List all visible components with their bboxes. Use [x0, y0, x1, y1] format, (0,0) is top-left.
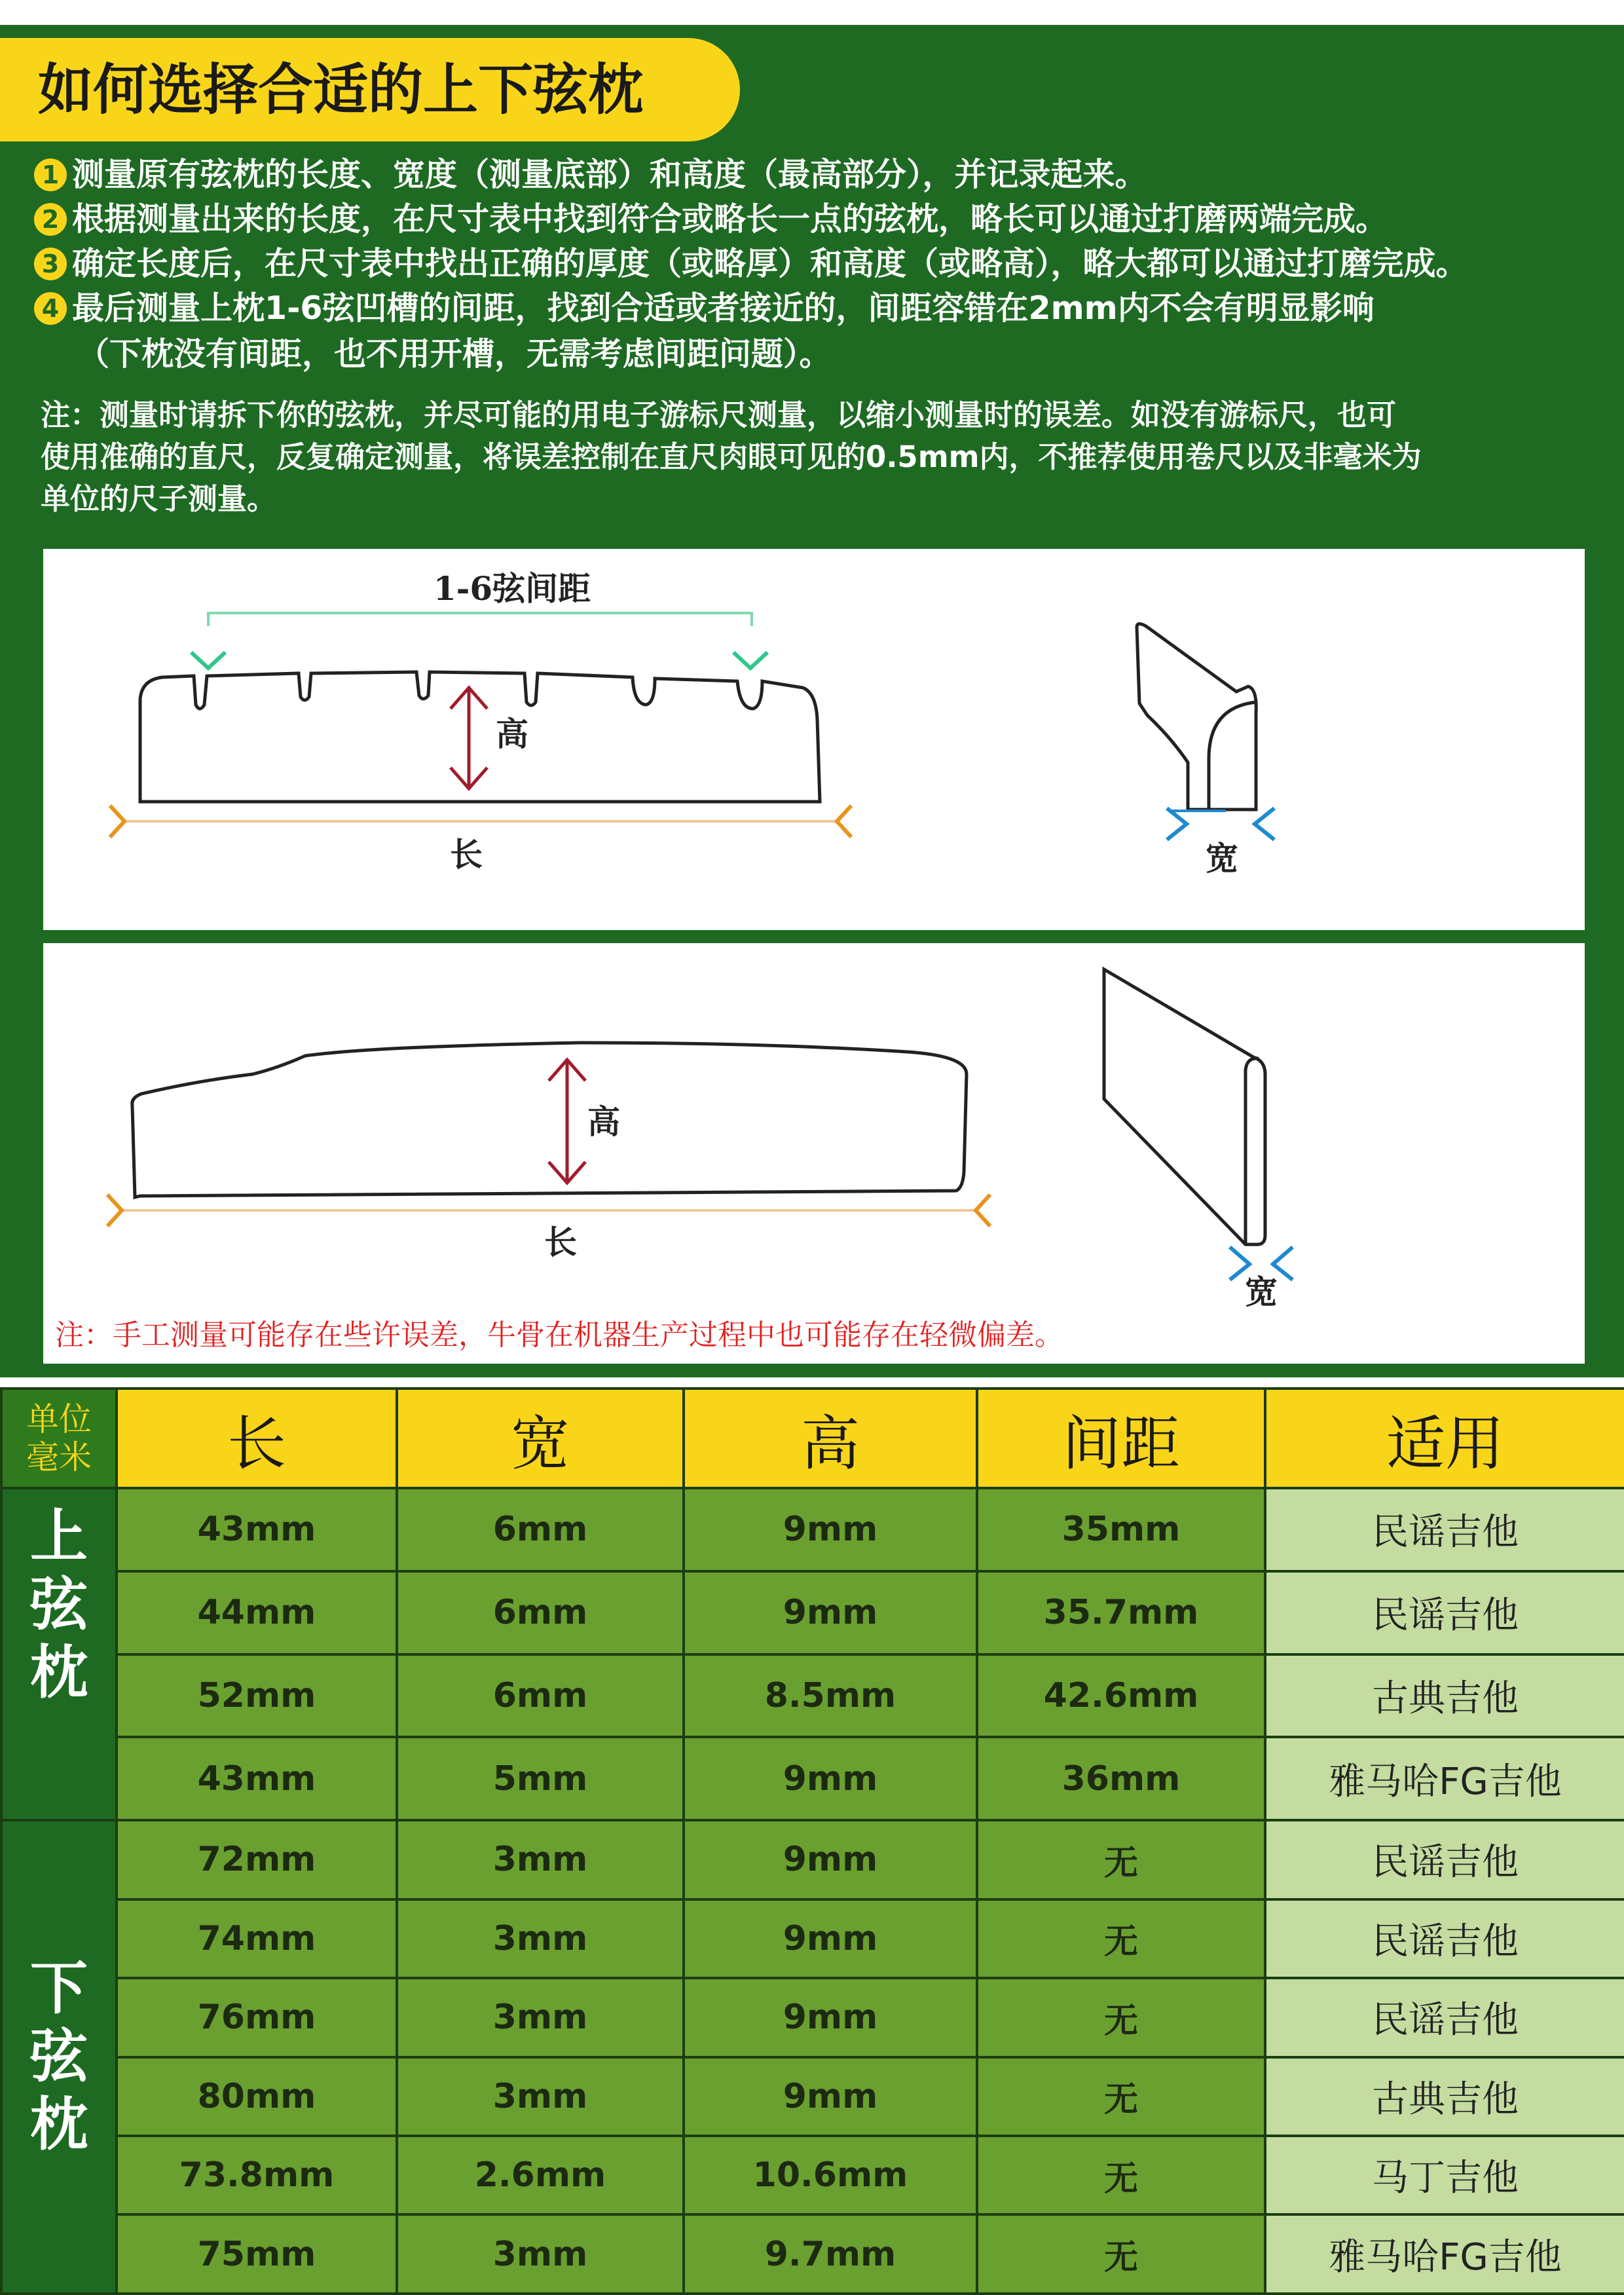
- cell-width: 3mm: [397, 2057, 684, 2136]
- length-left-marker-icon: [107, 1195, 122, 1226]
- unit-line-2: 毫米: [26, 1438, 92, 1476]
- cell-height: 10.6mm: [684, 2136, 977, 2214]
- cell-application: 古典吉他: [1265, 2057, 1624, 2136]
- cell-application: 民谣吉他: [1265, 1571, 1624, 1654]
- height-label: 高: [496, 715, 528, 753]
- cell-length: 43mm: [117, 1488, 397, 1571]
- length-label: 长: [544, 1223, 577, 1261]
- upper-nut-shape: [140, 672, 820, 802]
- upper-nut-profile: [1137, 624, 1256, 810]
- width-left-marker-icon: [1167, 808, 1187, 840]
- spacing-bracket: [208, 613, 752, 626]
- cell-application: 民谣吉他: [1265, 1488, 1624, 1571]
- cell-spacing: 无: [977, 2136, 1265, 2214]
- step-text: 最后测量上枕1-6弦凹槽的间距，找到合适或者接近的，间距容错在2mm内不会有明显影响: [72, 289, 1375, 327]
- cell-width: 3mm: [397, 2214, 684, 2294]
- length-right-marker-icon: [976, 1195, 990, 1226]
- length-label: 长: [450, 835, 483, 874]
- cell-application: 雅马哈FG吉他: [1265, 2214, 1624, 2294]
- step-text: 确定长度后，在尺寸表中找出正确的厚度（或略厚）和高度（或略高），略大都可以通过打磨完成。: [72, 245, 1468, 282]
- cell-length: 73.8mm: [117, 2136, 397, 2214]
- width-label: 宽: [1245, 1273, 1278, 1310]
- table-row: [1, 1654, 1624, 1738]
- cell-length: 72mm: [117, 1820, 397, 1899]
- cell-height: 9mm: [684, 1820, 977, 1899]
- table-row: [1, 1737, 1624, 1820]
- cell-height: 9mm: [684, 1978, 977, 2057]
- cell-application: 古典吉他: [1265, 1654, 1624, 1738]
- table-row: [1, 1820, 1624, 1899]
- cell-length: 74mm: [117, 1899, 397, 1978]
- table-row: [1, 1571, 1624, 1654]
- cell-application: 民谣吉他: [1265, 1899, 1624, 1978]
- header-length: 长: [117, 1389, 397, 1488]
- right-string-marker-icon: [733, 652, 767, 668]
- table-header-row: [1, 1389, 1624, 1488]
- cell-spacing: 无: [977, 2214, 1265, 2294]
- cell-application: 民谣吉他: [1265, 1820, 1624, 1899]
- cell-width: 2.6mm: [397, 2136, 684, 2214]
- step-number-badge: 3: [34, 248, 67, 280]
- cell-length: 43mm: [117, 1737, 397, 1820]
- cell-height: 9.7mm: [684, 2214, 977, 2294]
- lower-saddle-diagram: [43, 943, 1585, 1364]
- spec-table: [0, 1387, 1624, 2295]
- cell-height: 9mm: [684, 1899, 977, 1978]
- unit-line-1: 单位: [26, 1400, 92, 1438]
- group-char: 弦: [29, 2023, 88, 2091]
- step-3: [34, 244, 1468, 284]
- table-row: [1, 2057, 1624, 2136]
- cell-width: 3mm: [397, 1820, 684, 1899]
- cell-spacing: 无: [977, 1978, 1265, 2057]
- group-label-upper-nut: [1, 1488, 117, 1820]
- step-1: [34, 155, 1147, 195]
- cell-length: 75mm: [117, 2214, 397, 2294]
- page-title: 如何选择合适的上下弦枕: [38, 58, 644, 122]
- left-string-marker-icon: [191, 652, 225, 668]
- cell-spacing: 35.7mm: [977, 1571, 1265, 1654]
- cell-height: 9mm: [684, 2057, 977, 2136]
- group-char: 弦: [29, 1571, 88, 1638]
- header-application: 适用: [1265, 1389, 1624, 1488]
- cell-length: 52mm: [117, 1654, 397, 1738]
- note-line-3: 单位的尺子测量。: [41, 481, 277, 516]
- cell-width: 6mm: [397, 1571, 684, 1654]
- cell-width: 5mm: [397, 1737, 684, 1820]
- table-row: [1, 1978, 1624, 2057]
- cell-width: 6mm: [397, 1654, 684, 1738]
- cell-height: 9mm: [684, 1737, 977, 1820]
- group-char: 枕: [29, 2091, 88, 2159]
- group-char: 下: [29, 1954, 88, 2023]
- lower-saddle-shape: [132, 1043, 967, 1197]
- cell-application: 民谣吉他: [1265, 1978, 1624, 2057]
- cell-length: 80mm: [117, 2057, 397, 2136]
- step-text: 测量原有弦枕的长度、宽度（测量底部）和高度（最高部分），并记录起来。: [72, 156, 1147, 193]
- width-label: 宽: [1206, 839, 1238, 878]
- group-label-lower-saddle: [1, 1820, 117, 2294]
- header-width: 宽: [397, 1389, 684, 1488]
- table-row: [1, 1488, 1624, 1571]
- upper-nut-diagram: [43, 549, 1585, 930]
- step-text: 根据测量出来的长度，在尺寸表中找到符合或略长一点的弦枕，略长可以通过打磨两端完成。: [72, 200, 1388, 238]
- cell-width: 3mm: [397, 1899, 684, 1978]
- spacing-label: 1-6弦间距: [433, 569, 591, 608]
- step-number-badge: 1: [34, 159, 67, 191]
- table-row: [1, 2214, 1624, 2294]
- table-row: [1, 2136, 1624, 2214]
- width-right-marker-icon: [1255, 808, 1274, 840]
- step-4: [34, 288, 1375, 329]
- step-4-continuation: （下枕没有间距，也不用开槽，无需考虑间距问题）。: [77, 335, 832, 373]
- step-2: [34, 199, 1388, 240]
- cell-spacing: 42.6mm: [977, 1654, 1265, 1738]
- cell-spacing: 36mm: [977, 1737, 1265, 1820]
- note-line-1: 注：测量时请拆下你的弦枕，并尽可能的用电子游标尺测量，以缩小测量时的误差。如没有游标尺，也可: [41, 398, 1397, 432]
- upper-nut-drawing: [43, 549, 1585, 930]
- cell-spacing: 无: [977, 1899, 1265, 1978]
- cell-length: 44mm: [117, 1571, 397, 1654]
- table-row: [1, 1899, 1624, 1978]
- red-note: 注：手工测量可能存在些许误差，牛骨在机器生产过程中也可能存在轻微偏差。: [55, 1318, 1063, 1352]
- height-label: 高: [587, 1102, 620, 1141]
- cell-application: 雅马哈FG吉他: [1265, 1737, 1624, 1820]
- header-spacing: 间距: [977, 1389, 1265, 1488]
- note-line-2: 使用准确的直尺，反复确定测量，将误差控制在直尺肉眼可见的0.5mm内，不推荐使用卷尺以及非毫米为: [41, 439, 1422, 474]
- length-right-marker-icon: [837, 806, 851, 837]
- group-char: 上: [29, 1502, 88, 1570]
- unit-header: [1, 1389, 117, 1488]
- cell-spacing: 35mm: [977, 1488, 1265, 1571]
- cell-application: 马丁吉他: [1265, 2136, 1624, 2214]
- cell-spacing: 无: [977, 2057, 1265, 2136]
- header-height: 高: [684, 1389, 977, 1488]
- cell-width: 3mm: [397, 1978, 684, 2057]
- cell-width: 6mm: [397, 1488, 684, 1571]
- step-number-badge: 2: [34, 203, 67, 236]
- lower-saddle-profile: [1104, 969, 1265, 1244]
- length-left-marker-icon: [110, 806, 124, 837]
- cell-height: 8.5mm: [684, 1654, 977, 1738]
- step-number-badge: 4: [34, 292, 67, 325]
- cell-spacing: 无: [977, 1820, 1265, 1899]
- group-char: 枕: [29, 1639, 88, 1706]
- lower-saddle-drawing: [43, 943, 1585, 1310]
- cell-height: 9mm: [684, 1571, 977, 1654]
- cell-height: 9mm: [684, 1488, 977, 1571]
- cell-length: 76mm: [117, 1978, 397, 2057]
